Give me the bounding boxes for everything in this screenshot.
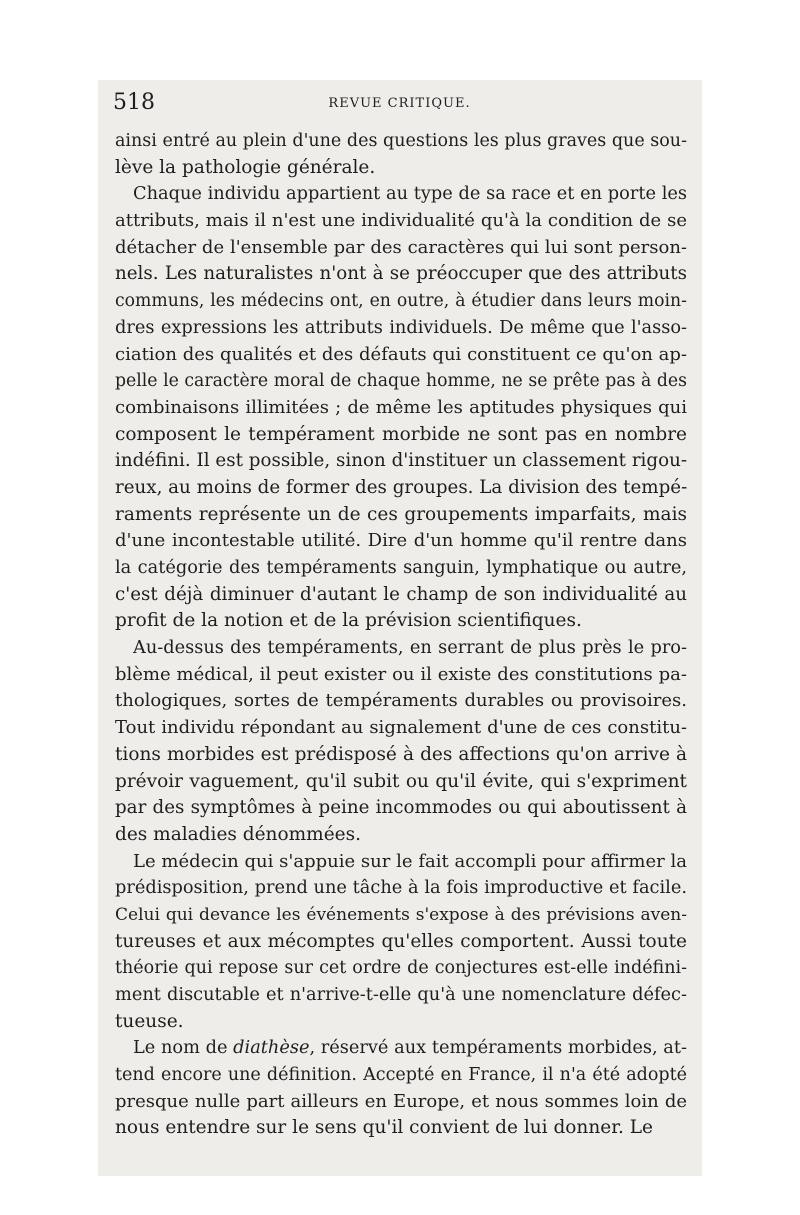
text-line: Chaque individu appartient au type de sa race et en porte les <box>133 184 687 205</box>
text-line: par des symptômes à peine incommodes ou qui aboutissent à <box>115 797 687 819</box>
text-line: pelle le caractère moral de chaque homme, ne se prête pas à des <box>115 371 687 392</box>
text-line: Le nom de diathèse, réservé aux tempéraments morbides, at- <box>133 1038 687 1059</box>
text-line: attributs, mais il n'est une individualité qu'à la condition de se <box>115 210 687 232</box>
text-line: raments représente un de ces groupements imparfaits, mais <box>115 503 687 525</box>
text-line: prévoir vaguement, qu'il subit ou qu'il évite, qui s'expriment <box>115 770 687 792</box>
text-line: thologiques, sortes de tempéraments durables ou provisoires. <box>115 690 687 712</box>
body-text <box>115 128 687 1142</box>
text-line: lève la pathologie générale. <box>115 156 376 178</box>
text-line: combinaisons illimitées ; de même les aptitudes physiques qui <box>115 396 687 418</box>
text-line: la catégorie des tempéraments sanguin, lymphatique ou autre, <box>115 558 687 578</box>
running-head: REVUE CRITIQUE. <box>328 96 471 111</box>
text-line: nels. Les naturalistes n'ont à se préoccuper que des attributs <box>115 263 687 285</box>
page-header <box>113 90 686 120</box>
text-line: tureuses et aux mécomptes qu'elles comportent. Aussi toute <box>115 930 687 952</box>
text-line: composent le tempérament morbide ne sont pas en nombre <box>115 423 687 445</box>
text-line: Tout individu répondant au signalement d'une de ces constitu- <box>115 717 687 739</box>
text-line: reux, au moins de former des groupes. La division des tempé- <box>115 476 687 498</box>
page-number: 518 <box>113 90 155 115</box>
text-line: ainsi entré au plein d'une des questions les plus graves que sou- <box>115 131 687 151</box>
text-line: prédisposition, prend une tâche à la fois improductive et facile. <box>115 878 687 899</box>
text-line: c'est déjà diminuer d'autant le champ de son individualité au <box>115 583 687 605</box>
text-line: Au-dessus des tempéraments, en serrant de plus près le pro- <box>133 638 687 659</box>
text-line: indéfini. Il est possible, sinon d'instituer un classement rigou- <box>115 450 687 472</box>
text-line: blème médical, il peut exister ou il existe des constitutions pa- <box>115 663 687 685</box>
text-line: ment discutable et n'arrive-t-elle qu'à une nomenclature défec- <box>115 985 687 1005</box>
paragraph <box>115 635 687 849</box>
text-line: détacher de l'ensemble par des caractères qui lui sont person- <box>115 236 687 258</box>
text-line: dres expressions les attributs individuels. De même que l'asso- <box>115 317 687 338</box>
paragraph <box>115 181 687 635</box>
text-line: Le médecin qui s'appuie sur le fait accompli pour affirmer la <box>133 850 687 872</box>
paragraph <box>115 128 687 181</box>
emphasized-term: diathèse <box>233 1038 310 1059</box>
text-line: communs, les médecins ont, en outre, à étudier dans leurs moin- <box>115 291 687 312</box>
text-line: nous entendre sur le sens qu'il convient de lui donner. Le <box>115 1117 654 1139</box>
text-line: d'une incontestable utilité. Dire d'un homme qu'il rentre dans <box>115 530 687 552</box>
paragraph <box>115 849 687 1036</box>
text-line: profit de la notion et de la prévision scientifiques. <box>115 610 582 632</box>
text-line: presque nulle part ailleurs en Europe, et nous sommes loin de <box>115 1090 687 1112</box>
text-line: théorie qui repose sur cet ordre de conjectures est-elle indéfini- <box>115 958 687 979</box>
paragraph <box>115 1035 687 1142</box>
text-line: tend encore une définition. Accepté en France, il n'a été adopté <box>115 1065 687 1086</box>
text-line: des maladies dénommées. <box>115 823 361 845</box>
text-line: ciation des qualités et des défauts qui constituent ce qu'on ap- <box>115 343 687 365</box>
text-line: tions morbides est prédisposé à des affections qu'on arrive à <box>115 743 687 765</box>
text-line: tueuse. <box>115 1010 184 1032</box>
text-line: Celui qui devance les événements s'expose à des prévisions aven- <box>115 904 687 925</box>
